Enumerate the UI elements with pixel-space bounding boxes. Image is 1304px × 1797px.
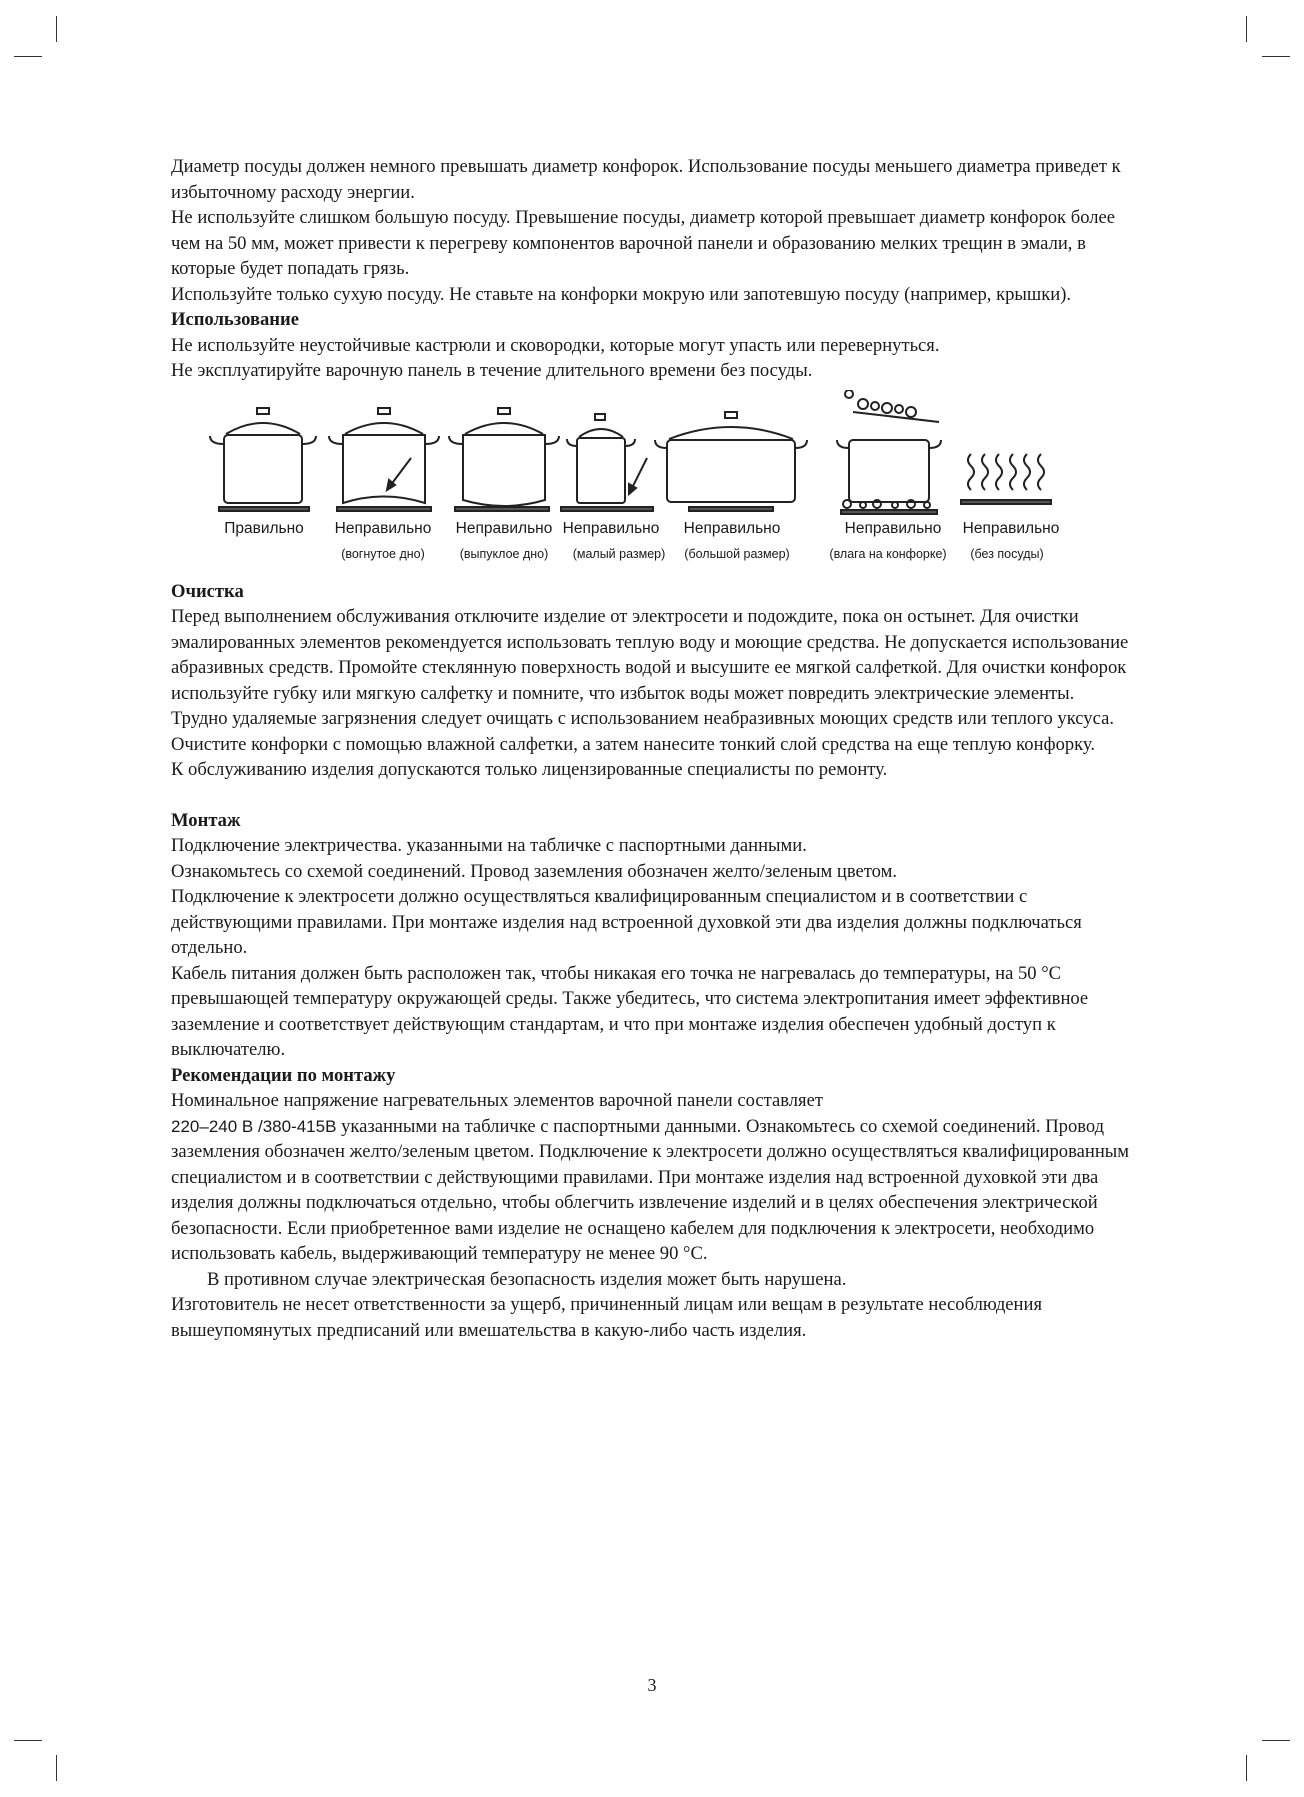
figure-note: (большой размер) xyxy=(684,546,790,561)
mounting-paragraph: Подключение к электросети должно осуществляться квалифицированным специалистом и в соответствии с действующими правилами. При монтаже изделия над встроенной духовкой эти два изделия должны подключаться отдельно. xyxy=(171,886,1082,958)
figure-label: Неправильно xyxy=(455,519,553,537)
mounting-paragraph: Ознакомьтесь со схемой соединений. Провод заземления обозначен желто/зеленым цветом. xyxy=(171,860,898,882)
figure-label: Правильно xyxy=(224,519,304,537)
usage-paragraph: Не используйте неустойчивые кастрюли и сковородки, которые могут упасть или перевернуться. xyxy=(171,334,940,356)
crop-mark xyxy=(1262,1740,1290,1741)
pot-wet-burner-icon xyxy=(837,390,941,514)
figure-label: Неправильно xyxy=(844,519,942,537)
crop-mark xyxy=(56,1755,57,1781)
pot-large-size-icon xyxy=(655,412,807,511)
pot-correct-icon xyxy=(210,408,316,511)
recommendations-paragraph xyxy=(171,1114,1131,1267)
liability-paragraph: Изготовитель не несет ответственности за ущерб, причиненный лицам или вещам в результате несоблюдения вышеупомянутых предписаний или вмешательства в какую-либо часть изделия. xyxy=(171,1294,1042,1341)
figure-label: Неправильно xyxy=(334,519,432,537)
figure-note: (без посуды) xyxy=(970,546,1044,561)
cleaning-paragraph: К обслуживанию изделия допускаются только лицензированные специалисты по ремонту. xyxy=(171,759,888,780)
figure-note: (влага на конфорке) xyxy=(829,546,947,561)
pot-convex-bottom-icon xyxy=(449,408,559,511)
intro-paragraph: Диаметр посуды должен немного превышать диаметр конфорок. Использование посуды меньшего диаметра приведет к избыточному расходу энергии. xyxy=(171,156,1121,203)
figure-label: Неправильно xyxy=(962,519,1060,537)
mounting-paragraph: Подключение электричества. указанными на табличке с паспортными данными. xyxy=(171,835,807,856)
crop-mark xyxy=(14,56,42,57)
cookware-illustration xyxy=(171,390,1131,565)
recommendations-line: Номинальное напряжение нагревательных элементов варочной панели составляет xyxy=(171,1090,823,1111)
usage-paragraph: Не эксплуатируйте варочную панель в течение длительного времени без посуды. xyxy=(171,360,813,381)
intro-paragraph: Не используйте слишком большую посуду. Превышение посуды, диаметр которой превышает диаметр конфорок более чем на 50 мм, может привести к перегреву компонентов варочной панели и образованию мелких трещин в эмали, в которые будет попадать грязь. xyxy=(171,207,1116,279)
crop-mark xyxy=(56,16,57,42)
pot-small-size-icon xyxy=(561,414,653,511)
crop-mark xyxy=(1246,1755,1247,1781)
pot-concave-bottom-icon xyxy=(329,408,439,511)
document-body xyxy=(171,154,1131,1343)
recommendations-text: указанными на табличке с паспортными данными. Ознакомьтесь со схемой соединений. Провод заземления обозначен желто/зеленым цветом. Подключение к электросети должно осуществляться квалифицированным специалистом и в соответствии с действующими правилами. При монтаже изделия над встроенной духовкой эти два изделия должны подключаться отдельно, чтобы облегчить извлечение изделий и в целях обеспечения электрической безопасности. Если приобретенное вами изделие не оснащено кабелем для подключения к электросети, необходимо использовать кабель, выдерживающий температуру не менее 90 °С. xyxy=(171,1115,1130,1264)
figure-note: (малый размер) xyxy=(572,546,666,561)
crop-mark xyxy=(1246,16,1247,42)
mounting-paragraph: Кабель питания должен быть расположен так, чтобы никакая его точка не нагревалась до температуры, на 50 °С превышающей температуру окружающей среды. Также убедитесь, что система электропитания имеет эффективное заземление и соответствует действующим стандартам, и что при монтаже изделия обеспечен удобный доступ к выключателю. xyxy=(171,962,1089,1060)
page-number: 3 xyxy=(647,1675,657,1695)
section-heading-mounting: Монтаж xyxy=(171,809,241,831)
empty-burner-steam-icon xyxy=(961,454,1051,504)
figure-note: (выпуклое дно) xyxy=(459,546,549,561)
figure-note: (вогнутое дно) xyxy=(341,546,425,561)
crop-mark xyxy=(1262,56,1290,57)
crop-mark xyxy=(14,1740,42,1741)
section-heading-usage: Использование xyxy=(171,309,299,330)
figure-label: Неправильно xyxy=(683,519,781,537)
section-heading-cleaning: Очистка xyxy=(171,580,244,602)
section-heading-recommendations: Рекомендации по монтажу xyxy=(171,1064,396,1086)
safety-warning: В противном случае электрическая безопасность изделия может быть нарушена. xyxy=(207,1268,847,1290)
intro-paragraph: Используйте только сухую посуду. Не ставьте на конфорки мокрую или запотевшую посуду (например, крышки). xyxy=(171,283,1072,305)
voltage-value: 220–240 В /380-415В xyxy=(171,1116,337,1136)
figure-label: Неправильно xyxy=(562,519,660,537)
cleaning-paragraph: Перед выполнением обслуживания отключите изделие от электросети и подождите, пока он остынет. Для очистки эмалированных элементов рекомендуется использовать теплую воду и моющие средства. Не допускается использование абразивных средств. Промойте стеклянную поверхность водой и высушите ее мягкой салфеткой. Для очистки конфорок используйте губку или мягкую салфетку и помните, что избыток воды может повредить электрические элементы. Трудно удаляемые загрязнения следует очищать с использованием неабразивных моющих средств или теплого уксуса. Очистите конфорки с помощью влажной салфетки, а затем нанесите тонкий слой средства на еще теплую конфорку. xyxy=(171,606,1129,755)
